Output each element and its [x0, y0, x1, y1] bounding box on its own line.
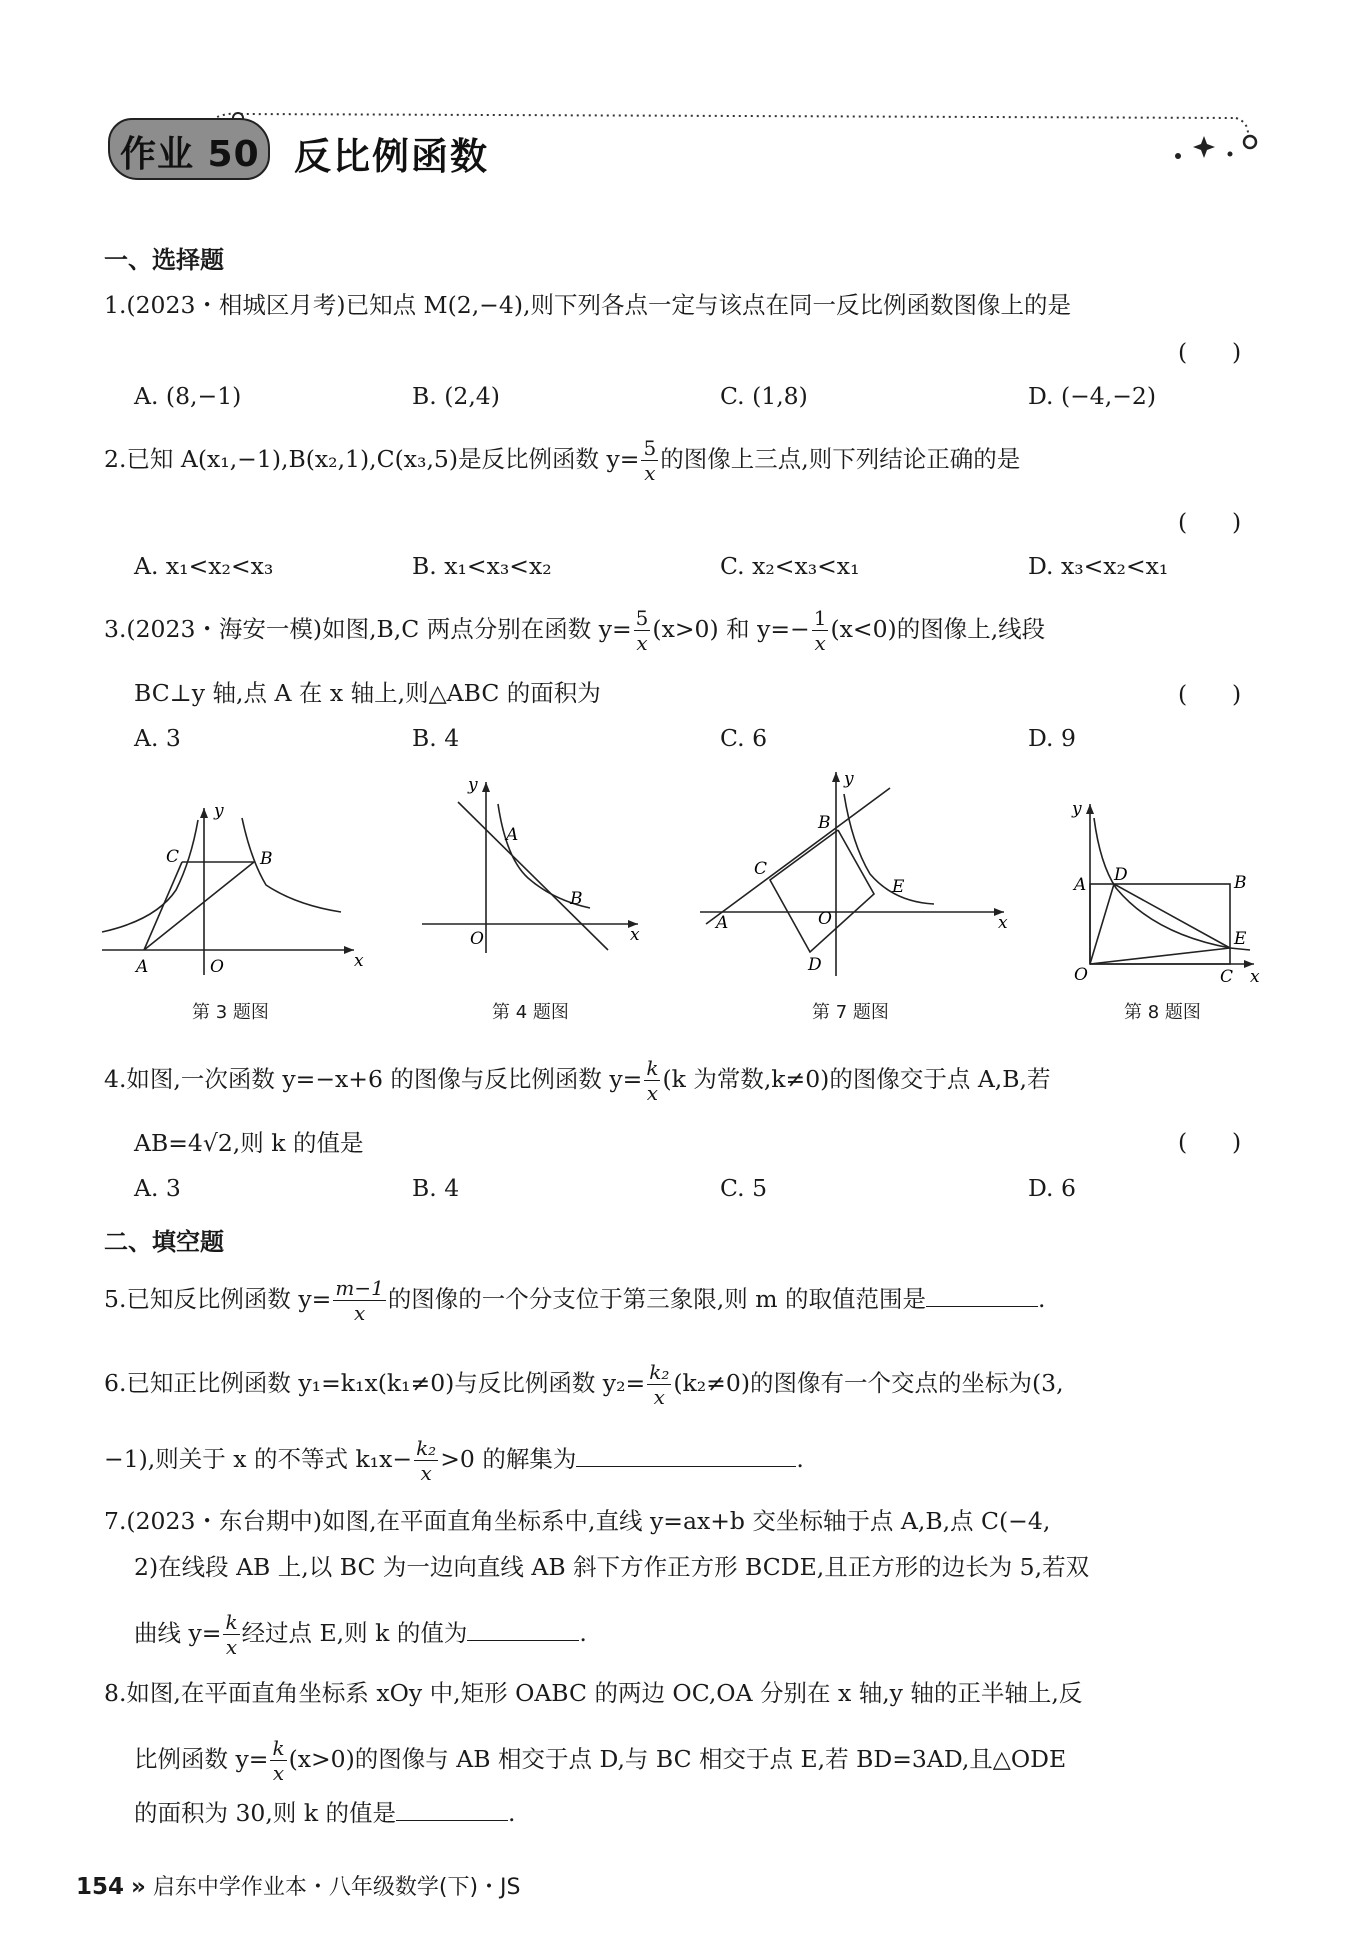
- section-fill-heading: 二、填空题: [104, 1228, 224, 1256]
- q4-fraction: [644, 1056, 660, 1105]
- q3-option-b: B. 4: [412, 724, 460, 752]
- q8-end: .: [508, 1799, 516, 1827]
- q4-frac-num: k: [646, 1056, 659, 1080]
- q8-line2-post: (x>0)的图像与 AB 相交于点 D,与 BC 相交于点 E,若 BD=3AD,且△ODE: [288, 1745, 1067, 1773]
- q5-pre: 5.已知反比例函数 y=: [104, 1285, 332, 1313]
- q2-fraction: [641, 436, 658, 485]
- q8-fraction: [270, 1736, 286, 1785]
- q6-frac-num: k₂: [649, 1360, 670, 1384]
- f3-label: C: [166, 847, 180, 867]
- q8-line3-text: 的面积为 30,则 k 的值是: [134, 1799, 397, 1827]
- q7-frac-den: x: [225, 1635, 238, 1659]
- answer-paren-3: ( ): [1178, 680, 1242, 708]
- q3-pre: 3.(2023・海安一模)如图,B,C 两点分别在函数 y=: [104, 615, 632, 643]
- question-8-line-2: [134, 1736, 1066, 1785]
- f7-label: y: [844, 769, 854, 789]
- q3-frac2-num: 1: [813, 606, 827, 630]
- figure-8: [1054, 794, 1264, 988]
- f8-label: y: [1072, 799, 1082, 819]
- q3-option-c: C. 6: [720, 724, 768, 752]
- q4-frac-den: x: [646, 1081, 659, 1105]
- q3-post: (x<0)的图像上,线段: [830, 615, 1046, 643]
- f8-label: A: [1074, 875, 1087, 895]
- q7-end: .: [579, 1619, 587, 1647]
- f8-label: E: [1234, 929, 1247, 949]
- q2-option-a: A. x₁<x₂<x₃: [134, 552, 274, 580]
- q5-end: .: [1038, 1285, 1046, 1313]
- question-4-text: [104, 1056, 1051, 1105]
- q2-pre: 2.已知 A(x₁,−1),B(x₂,1),C(x₃,5)是反比例函数 y=: [104, 445, 640, 473]
- f7-label: B: [818, 813, 831, 833]
- figure-3: [96, 790, 366, 990]
- f3-label: B: [260, 849, 273, 869]
- q4-post: (k 为常数,k≠0)的图像交于点 A,B,若: [662, 1065, 1051, 1093]
- f7-label: E: [892, 877, 905, 897]
- f3-label: y: [214, 801, 224, 821]
- q5-answer-blank[interactable]: [926, 1287, 1038, 1307]
- badge-label: 作业 50: [120, 134, 260, 175]
- f7-label: O: [818, 909, 832, 929]
- q3-fraction-1: [634, 606, 651, 655]
- q4-option-c: C. 5: [720, 1174, 768, 1202]
- f8-label: B: [1234, 873, 1247, 893]
- question-3-text: [104, 606, 1045, 655]
- caption-figure-7: 第 7 题图: [812, 1002, 889, 1023]
- q6-answer-blank[interactable]: [576, 1447, 796, 1467]
- q4-option-b: B. 4: [412, 1174, 460, 1202]
- q3-option-d: D. 9: [1028, 724, 1076, 752]
- f7-label: x: [998, 913, 1008, 933]
- q8-frac-num: k: [272, 1736, 285, 1760]
- q5-frac-den: x: [353, 1301, 366, 1325]
- figure-4: [418, 768, 658, 968]
- q1-option-c: C. (1,8): [720, 382, 808, 410]
- question-7-line-3: [134, 1610, 587, 1659]
- header-decoration: [108, 112, 1268, 188]
- q2-option-d: D. x₃<x₂<x₁: [1028, 552, 1169, 580]
- q7-answer-blank[interactable]: [467, 1621, 579, 1641]
- q6-frac2-num: k₂: [416, 1436, 437, 1460]
- f4-label: x: [630, 925, 640, 945]
- q7-fraction: [223, 1610, 239, 1659]
- q3-fraction-2: [812, 606, 829, 655]
- f4-label: A: [506, 825, 519, 845]
- caption-figure-4: 第 4 题图: [492, 1002, 569, 1023]
- q3-frac1-num: 5: [635, 606, 649, 630]
- f3-label: A: [136, 957, 149, 977]
- footer: [76, 1870, 521, 1901]
- q3-option-a: A. 3: [134, 724, 181, 752]
- question-7-line-1: 7.(2023・东台期中)如图,在平面直角坐标系中,直线 y=ax+b 交坐标轴于点 A,B,点 C(−4,: [104, 1507, 1051, 1535]
- q7-frac-num: k: [225, 1610, 238, 1634]
- answer-paren-2: ( ): [1178, 508, 1242, 536]
- q1-option-a: A. (8,−1): [134, 382, 242, 410]
- q1-option-b: B. (2,4): [412, 382, 500, 410]
- question-5-text: [104, 1276, 1046, 1325]
- question-2-text: [104, 436, 1020, 485]
- f7-label: C: [754, 859, 768, 879]
- book-title: 启东中学作业本・八年级数学(下)・JS: [152, 1875, 521, 1900]
- q5-frac-num: m−1: [335, 1276, 384, 1300]
- section-choice-heading: 一、选择题: [104, 246, 224, 274]
- question-8-line-3: [134, 1796, 516, 1830]
- q5-post: 的图像的一个分支位于第三象限,则 m 的取值范围是: [387, 1285, 927, 1313]
- page-title: 反比例函数: [294, 135, 489, 178]
- page-number: 154: [76, 1874, 125, 1900]
- q3-frac2-den: x: [814, 631, 826, 655]
- f8-label: C: [1220, 967, 1234, 987]
- q5-fraction: [333, 1276, 385, 1325]
- question-4-line-2: AB=4√2,则 k 的值是: [134, 1129, 364, 1157]
- q8-frac-den: x: [272, 1761, 285, 1785]
- caption-figure-8: 第 8 题图: [1124, 1002, 1201, 1023]
- f8-label: x: [1250, 967, 1260, 987]
- question-6-line-2: [104, 1436, 804, 1485]
- f7-label: D: [808, 955, 822, 975]
- f8-label: D: [1114, 865, 1128, 885]
- f3-label: x: [354, 951, 364, 971]
- question-6-text: [104, 1360, 1064, 1409]
- q6-line2-pre: −1),则关于 x 的不等式 k₁x−: [104, 1445, 413, 1473]
- q6-pre: 6.已知正比例函数 y₁=k₁x(k₁≠0)与反比例函数 y₂=: [104, 1369, 646, 1397]
- question-7-line-2: 2)在线段 AB 上,以 BC 为一边向直线 AB 斜下方作正方形 BCDE,且正方形的边长为 5,若双: [134, 1553, 1090, 1581]
- q6-frac-den: x: [653, 1385, 665, 1409]
- q3-frac1-den: x: [636, 631, 648, 655]
- question-1-text: 1.(2023・相城区月考)已知点 M(2,−4),则下列各点一定与该点在同一反比例函数图像上的是: [104, 291, 1071, 319]
- question-3-line-2: BC⊥y 轴,点 A 在 x 轴上,则△ABC 的面积为: [134, 679, 601, 707]
- q2-post: 的图像上三点,则下列结论正确的是: [660, 445, 1021, 473]
- q7-line3-pre: 曲线 y=: [134, 1619, 222, 1647]
- f3-label: O: [210, 957, 224, 977]
- q2-frac-den: x: [644, 461, 656, 485]
- q2-frac-num: 5: [643, 436, 657, 460]
- q4-option-d: D. 6: [1028, 1174, 1076, 1202]
- q8-answer-blank[interactable]: [396, 1801, 508, 1821]
- q6-line2-post: >0 的解集为: [440, 1445, 577, 1473]
- f7-label: A: [716, 913, 729, 933]
- q6-fraction-2: [414, 1436, 438, 1485]
- answer-paren-1: ( ): [1178, 338, 1242, 366]
- figure-7: [694, 764, 1014, 984]
- chevrons-icon: »: [131, 1874, 146, 1900]
- q7-line3-post: 经过点 E,则 k 的值为: [241, 1619, 468, 1647]
- q3-mid: (x>0) 和 y=−: [652, 615, 810, 643]
- f4-label: y: [468, 775, 478, 795]
- f4-label: O: [470, 929, 484, 949]
- q4-option-a: A. 3: [134, 1174, 181, 1202]
- q6-fraction: [647, 1360, 671, 1409]
- q6-post: (k₂≠0)的图像有一个交点的坐标为(3,: [673, 1369, 1064, 1397]
- q6-frac2-den: x: [420, 1461, 432, 1485]
- q6-end: .: [796, 1445, 804, 1473]
- q2-option-c: C. x₂<x₃<x₁: [720, 552, 860, 580]
- q2-option-b: B. x₁<x₃<x₂: [412, 552, 552, 580]
- q4-pre: 4.如图,一次函数 y=−x+6 的图像与反比例函数 y=: [104, 1065, 643, 1093]
- caption-figure-3: 第 3 题图: [192, 1002, 269, 1023]
- q8-line2-pre: 比例函数 y=: [134, 1745, 269, 1773]
- q1-option-d: D. (−4,−2): [1028, 382, 1157, 410]
- f4-label: B: [570, 889, 583, 909]
- question-8-line-1: 8.如图,在平面直角坐标系 xOy 中,矩形 OABC 的两边 OC,OA 分别在 x 轴,y 轴的正半轴上,反: [104, 1679, 1083, 1707]
- f8-label: O: [1074, 965, 1088, 985]
- answer-paren-4: ( ): [1178, 1128, 1242, 1156]
- assignment-badge: [108, 118, 270, 180]
- header: [108, 112, 1268, 188]
